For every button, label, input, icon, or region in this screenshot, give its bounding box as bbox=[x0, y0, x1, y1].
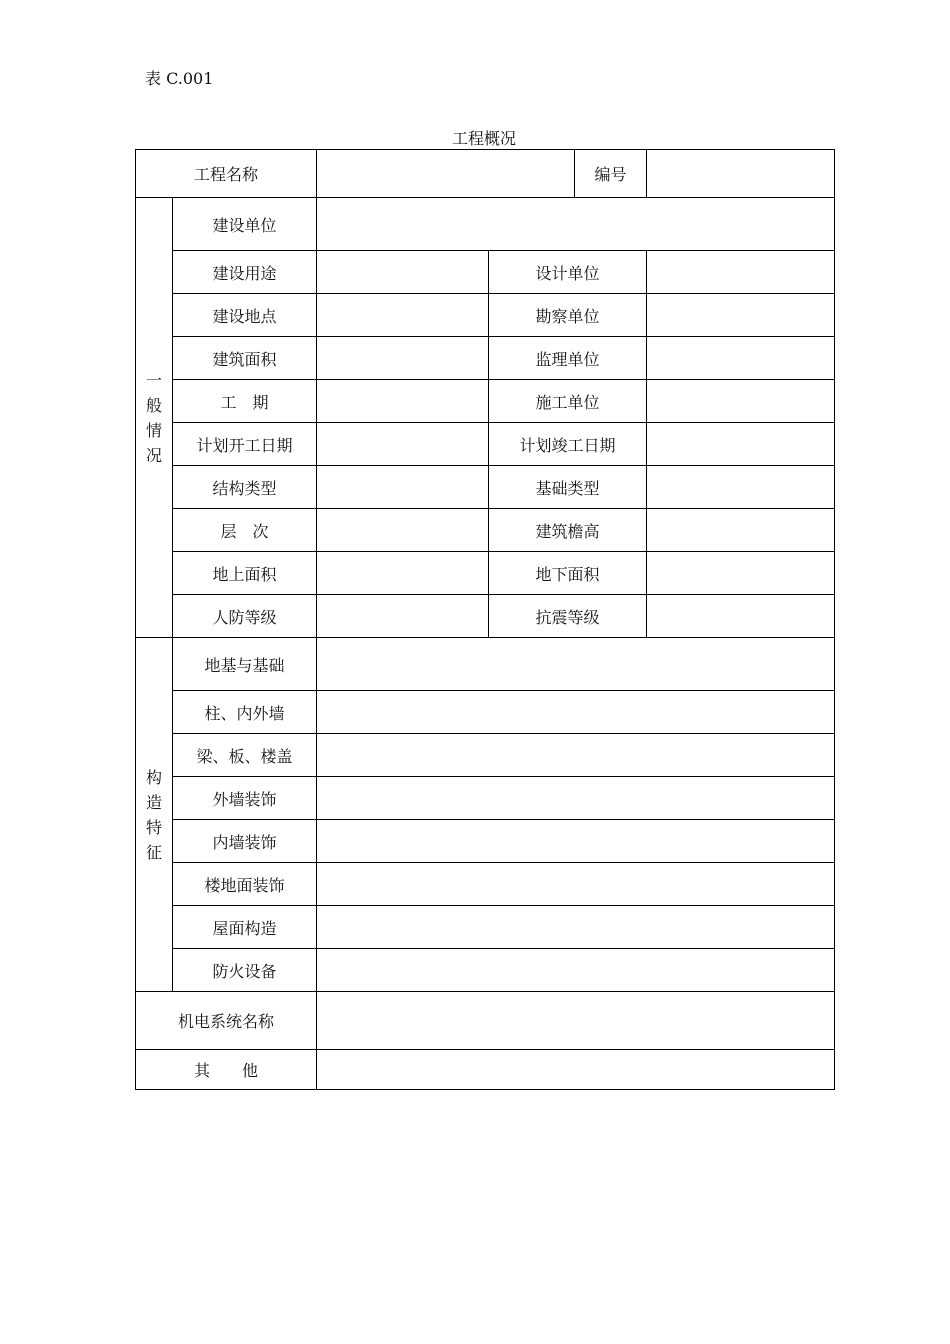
table-row bbox=[136, 423, 835, 466]
construction-item-field[interactable] bbox=[317, 777, 835, 820]
construction-item-field[interactable] bbox=[317, 820, 835, 863]
form-code: 表 C.001 bbox=[145, 69, 214, 88]
pair-left-label: 地上面积 bbox=[173, 552, 317, 595]
table-row bbox=[136, 949, 835, 992]
pair-left-label: 建设地点 bbox=[173, 294, 317, 337]
table-row bbox=[136, 380, 835, 423]
table-row bbox=[136, 150, 835, 198]
construction-item-label: 防火设备 bbox=[173, 949, 317, 992]
pair-left-label: 建筑面积 bbox=[173, 337, 317, 380]
pair-left-field[interactable] bbox=[317, 552, 489, 595]
pair-right-label: 施工单位 bbox=[489, 380, 647, 423]
construction-item-label: 内墙装饰 bbox=[173, 820, 317, 863]
table-row bbox=[136, 1050, 835, 1090]
table-row bbox=[136, 734, 835, 777]
number-field[interactable] bbox=[647, 150, 835, 198]
pair-right-field[interactable] bbox=[647, 294, 835, 337]
construction-item-field[interactable] bbox=[317, 863, 835, 906]
pair-right-field[interactable] bbox=[647, 337, 835, 380]
pair-left-label: 工 期 bbox=[173, 380, 317, 423]
construction-item-field[interactable] bbox=[317, 906, 835, 949]
construction-item-field[interactable] bbox=[317, 691, 835, 734]
pair-left-field[interactable] bbox=[317, 251, 489, 294]
construction-item-label: 楼地面装饰 bbox=[173, 863, 317, 906]
pair-right-label: 建筑檐高 bbox=[489, 509, 647, 552]
pair-right-field[interactable] bbox=[647, 251, 835, 294]
table-row bbox=[136, 638, 835, 691]
table-row bbox=[136, 595, 835, 638]
pair-left-field[interactable] bbox=[317, 294, 489, 337]
construction-item-label: 地基与基础 bbox=[173, 638, 317, 691]
pair-left-label: 建设用途 bbox=[173, 251, 317, 294]
pair-right-label: 基础类型 bbox=[489, 466, 647, 509]
table-row bbox=[136, 552, 835, 595]
project-name-label: 工程名称 bbox=[136, 150, 317, 198]
pair-left-label: 计划开工日期 bbox=[173, 423, 317, 466]
table-row bbox=[136, 509, 835, 552]
pair-right-field[interactable] bbox=[647, 423, 835, 466]
table-row bbox=[136, 777, 835, 820]
project-overview-table bbox=[135, 149, 835, 1090]
pair-right-field[interactable] bbox=[647, 595, 835, 638]
pair-left-field[interactable] bbox=[317, 466, 489, 509]
table-row bbox=[136, 992, 835, 1050]
general-section-label: 一 般 情 况 bbox=[136, 198, 173, 638]
table-row bbox=[136, 691, 835, 734]
construction-item-field[interactable] bbox=[317, 734, 835, 777]
table-row bbox=[136, 251, 835, 294]
pair-right-label: 地下面积 bbox=[489, 552, 647, 595]
pair-right-label: 抗震等级 bbox=[489, 595, 647, 638]
pair-right-label: 勘察单位 bbox=[489, 294, 647, 337]
form-title: 工程概况 bbox=[451, 129, 516, 148]
pair-right-field[interactable] bbox=[647, 552, 835, 595]
pair-right-label: 监理单位 bbox=[489, 337, 647, 380]
table-row bbox=[136, 820, 835, 863]
table-row bbox=[136, 294, 835, 337]
construction-section-label: 构 造 特 征 bbox=[136, 638, 173, 992]
pair-left-field[interactable] bbox=[317, 423, 489, 466]
pair-right-field[interactable] bbox=[647, 380, 835, 423]
number-label: 编号 bbox=[575, 150, 647, 198]
table-row bbox=[136, 466, 835, 509]
construction-item-field[interactable] bbox=[317, 638, 835, 691]
table-row bbox=[136, 198, 835, 251]
pair-left-label: 结构类型 bbox=[173, 466, 317, 509]
pair-right-field[interactable] bbox=[647, 466, 835, 509]
construction-item-label: 柱、内外墙 bbox=[173, 691, 317, 734]
mep-system-label: 机电系统名称 bbox=[136, 992, 317, 1050]
builder-field[interactable] bbox=[317, 198, 835, 251]
mep-system-field[interactable] bbox=[317, 992, 835, 1050]
pair-right-label: 计划竣工日期 bbox=[489, 423, 647, 466]
construction-item-label: 屋面构造 bbox=[173, 906, 317, 949]
project-name-field[interactable] bbox=[317, 150, 575, 198]
pair-right-label: 设计单位 bbox=[489, 251, 647, 294]
pair-left-field[interactable] bbox=[317, 509, 489, 552]
pair-right-field[interactable] bbox=[647, 509, 835, 552]
table-row bbox=[136, 337, 835, 380]
construction-item-label: 梁、板、楼盖 bbox=[173, 734, 317, 777]
builder-label: 建设单位 bbox=[173, 198, 317, 251]
table-row bbox=[136, 906, 835, 949]
pair-left-field[interactable] bbox=[317, 380, 489, 423]
construction-item-field[interactable] bbox=[317, 949, 835, 992]
other-label: 其 他 bbox=[136, 1050, 317, 1090]
other-field[interactable] bbox=[317, 1050, 835, 1090]
pair-left-field[interactable] bbox=[317, 595, 489, 638]
construction-item-label: 外墙装饰 bbox=[173, 777, 317, 820]
pair-left-field[interactable] bbox=[317, 337, 489, 380]
pair-left-label: 人防等级 bbox=[173, 595, 317, 638]
pair-left-label: 层 次 bbox=[173, 509, 317, 552]
table-row bbox=[136, 863, 835, 906]
